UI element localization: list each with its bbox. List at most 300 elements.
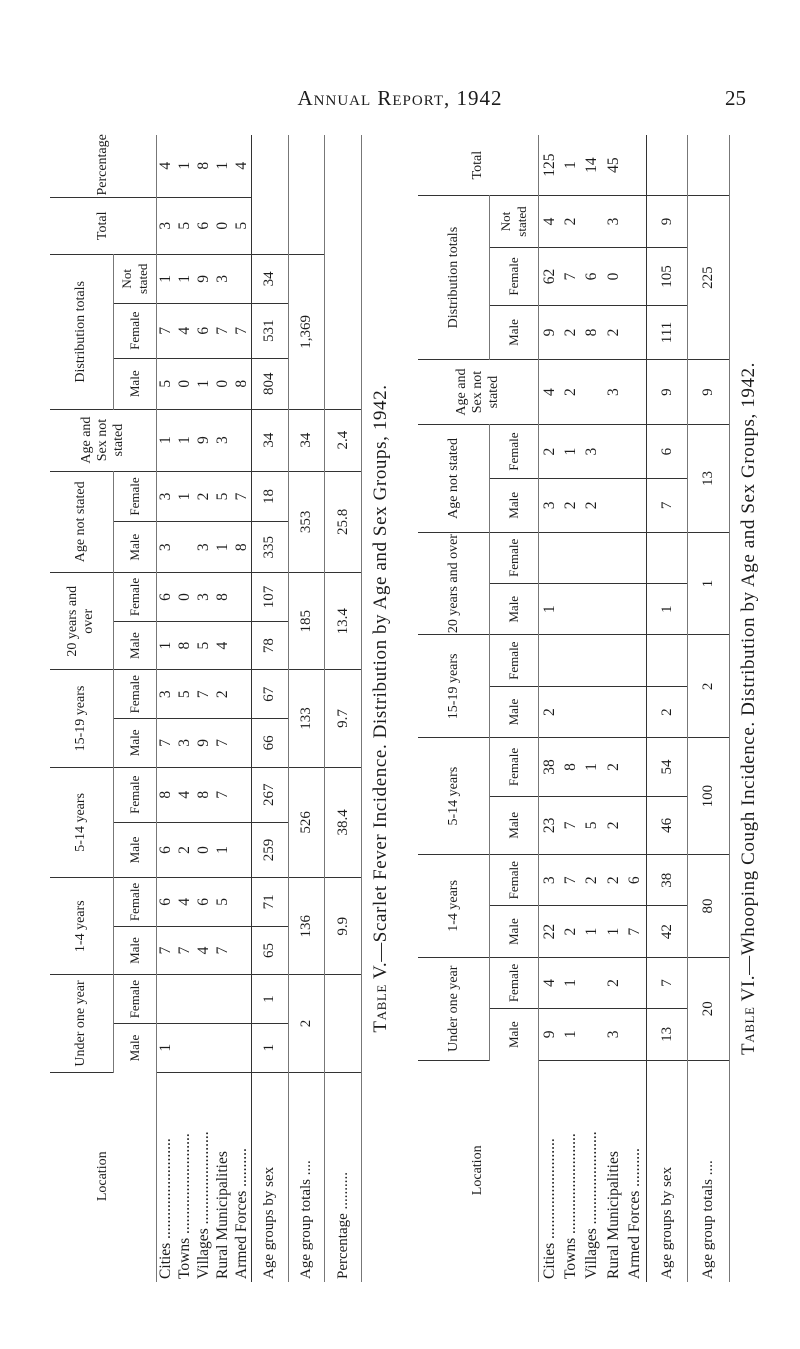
total-cell: 5 bbox=[176, 197, 195, 254]
group-total-cell: 20 bbox=[688, 957, 730, 1060]
location-cell: Age groups by sex bbox=[252, 1072, 289, 1282]
data-cell bbox=[213, 1023, 232, 1072]
data-cell: 1 bbox=[582, 738, 603, 796]
percentage-cell: 9.9 bbox=[325, 878, 362, 975]
location-cell: Percentage .......... bbox=[325, 1072, 362, 1282]
location-cell: Towns .......................... bbox=[562, 1133, 580, 1279]
sum-cell: 2 bbox=[646, 686, 688, 737]
sum-cell: 67 bbox=[252, 670, 289, 719]
age-not-stated-header: Age not stated bbox=[50, 471, 113, 573]
location-cell: Villages ........................ bbox=[194, 1131, 212, 1279]
data-cell: 1 bbox=[582, 906, 603, 957]
data-cell bbox=[624, 478, 646, 532]
data-cell bbox=[538, 635, 560, 686]
male-subheader: Male bbox=[113, 719, 156, 768]
data-cell bbox=[560, 532, 581, 583]
twenty-over-header: 20 years and over bbox=[50, 573, 113, 670]
sum-cell: 54 bbox=[646, 738, 688, 796]
data-cell bbox=[624, 1009, 646, 1060]
page-header bbox=[40, 86, 760, 120]
male-subheader: Male bbox=[113, 1023, 156, 1072]
data-cell: 2 bbox=[582, 855, 603, 906]
sum-cell: 6 bbox=[646, 425, 688, 479]
female-subheader: Female bbox=[113, 573, 156, 622]
data-cell: 4 bbox=[176, 878, 195, 927]
data-cell: 1 bbox=[156, 621, 175, 670]
data-cell bbox=[603, 686, 624, 737]
location-cell: Age groups by sex bbox=[646, 1060, 688, 1282]
male-subheader: Male bbox=[490, 906, 539, 957]
data-cell bbox=[232, 975, 251, 1024]
sum-cell: 78 bbox=[252, 621, 289, 670]
under-one-header: Under one year bbox=[418, 957, 490, 1060]
table-row bbox=[582, 135, 603, 1282]
data-cell bbox=[603, 584, 624, 635]
data-cell bbox=[624, 584, 646, 635]
distribution-totals-header: Distribution totals bbox=[50, 255, 113, 410]
data-cell bbox=[232, 926, 251, 975]
data-cell: 4 bbox=[538, 957, 560, 1008]
data-cell: 1 bbox=[213, 822, 232, 877]
data-cell: 2 bbox=[603, 957, 624, 1008]
total-cell: 3 bbox=[156, 197, 175, 254]
data-cell: 4 bbox=[176, 767, 195, 822]
table-row bbox=[194, 135, 213, 1282]
data-cell: 7 bbox=[213, 719, 232, 768]
data-cell bbox=[156, 975, 175, 1024]
header-row bbox=[50, 135, 113, 1282]
table-row bbox=[538, 135, 560, 1282]
data-cell: 3 bbox=[538, 478, 560, 532]
location-cell: Armed Forces .......... bbox=[232, 1072, 251, 1282]
data-cell: 3 bbox=[603, 1009, 624, 1060]
male-subheader: Male bbox=[490, 686, 539, 737]
data-cell bbox=[582, 196, 603, 247]
group-total-cell: 2 bbox=[288, 975, 325, 1072]
data-cell: 1 bbox=[156, 409, 175, 471]
percentage-cell: 13.4 bbox=[325, 573, 362, 670]
data-cell: 22 bbox=[538, 906, 560, 957]
group-total-cell: 9 bbox=[688, 359, 730, 424]
sum-cell: 46 bbox=[646, 796, 688, 854]
data-cell bbox=[624, 635, 646, 686]
data-cell bbox=[194, 975, 213, 1024]
data-cell: 5 bbox=[213, 878, 232, 927]
data-cell: 3 bbox=[176, 719, 195, 768]
male-subheader: Male bbox=[490, 796, 539, 854]
blank-cell bbox=[688, 135, 730, 196]
female-subheader: Female bbox=[113, 878, 156, 927]
sum-cell: 7 bbox=[646, 957, 688, 1008]
data-cell: 3 bbox=[603, 359, 624, 424]
location-header: Location bbox=[50, 1072, 156, 1282]
data-cell: 5 bbox=[176, 670, 195, 719]
data-cell: 3 bbox=[156, 522, 175, 573]
total-cell: 45 bbox=[603, 135, 624, 196]
data-cell: 38 bbox=[538, 738, 560, 796]
data-cell: 5 bbox=[156, 358, 175, 409]
sum-cell: 71 bbox=[252, 878, 289, 927]
data-cell: 9 bbox=[194, 719, 213, 768]
age-group-totals-row bbox=[688, 135, 730, 1282]
sum-cell: 34 bbox=[252, 409, 289, 471]
running-title: Annual Report, 1942 bbox=[297, 86, 503, 110]
data-cell bbox=[603, 478, 624, 532]
blank-cell bbox=[252, 135, 289, 255]
total-cell: 14 bbox=[582, 135, 603, 196]
data-cell: 7 bbox=[560, 855, 581, 906]
data-cell: 6 bbox=[156, 573, 175, 622]
sum-cell: 18 bbox=[252, 471, 289, 522]
data-cell: 2 bbox=[603, 306, 624, 360]
data-cell: 2 bbox=[603, 855, 624, 906]
data-cell: 2 bbox=[560, 306, 581, 360]
female-subheader: Female bbox=[113, 670, 156, 719]
table-row bbox=[560, 135, 581, 1282]
location-cell: Towns .......................... bbox=[176, 1133, 194, 1279]
data-cell: 6 bbox=[194, 303, 213, 358]
location-cell: Rural Municipalities bbox=[604, 1151, 622, 1279]
sum-cell: 9 bbox=[646, 196, 688, 247]
five-fourteen-header: 5-14 years bbox=[418, 738, 490, 855]
sum-cell: 7 bbox=[646, 478, 688, 532]
data-cell: 1 bbox=[560, 1009, 581, 1060]
data-cell: 7 bbox=[560, 796, 581, 854]
data-cell bbox=[194, 1023, 213, 1072]
data-cell bbox=[232, 767, 251, 822]
group-total-cell: 136 bbox=[288, 878, 325, 975]
data-cell: 2 bbox=[194, 471, 213, 522]
data-cell bbox=[624, 359, 646, 424]
data-cell: 9 bbox=[194, 409, 213, 471]
female-subheader: Female bbox=[490, 532, 539, 583]
data-cell bbox=[176, 1023, 195, 1072]
data-cell: 3 bbox=[156, 670, 175, 719]
data-cell bbox=[232, 409, 251, 471]
data-cell: 3 bbox=[582, 425, 603, 479]
data-cell bbox=[603, 532, 624, 583]
female-subheader: Female bbox=[490, 957, 539, 1008]
location-cell: Age group totals .... bbox=[288, 1072, 325, 1282]
group-total-cell: 185 bbox=[288, 573, 325, 670]
data-cell: 4 bbox=[176, 303, 195, 358]
data-cell: 3 bbox=[156, 471, 175, 522]
data-cell: 7 bbox=[156, 926, 175, 975]
data-cell bbox=[560, 584, 581, 635]
group-total-cell: 353 bbox=[288, 471, 325, 573]
data-cell: 7 bbox=[156, 303, 175, 358]
data-cell bbox=[560, 686, 581, 737]
table-row bbox=[213, 135, 232, 1282]
data-cell: 6 bbox=[624, 855, 646, 906]
table-vi bbox=[418, 135, 769, 1282]
sum-cell: 13 bbox=[646, 1009, 688, 1060]
blank-cell bbox=[288, 135, 325, 255]
data-cell bbox=[624, 196, 646, 247]
male-subheader: Male bbox=[490, 1009, 539, 1060]
group-total-cell: 34 bbox=[288, 409, 325, 471]
data-cell bbox=[232, 255, 251, 304]
twenty-over-header: 20 years and over bbox=[418, 532, 490, 635]
female-subheader: Female bbox=[490, 247, 539, 305]
data-cell: 2 bbox=[603, 738, 624, 796]
data-cell bbox=[176, 522, 195, 573]
data-cell bbox=[176, 975, 195, 1024]
table-row bbox=[603, 135, 624, 1282]
data-cell: 3 bbox=[213, 255, 232, 304]
data-cell bbox=[624, 306, 646, 360]
age-sex-not-stated-header: Age and Sex not stated bbox=[50, 409, 156, 471]
total-cell bbox=[624, 135, 646, 196]
table-v-title: —Scarlet Fever Incidence. Distribution by Age and Sex Groups, 1942. bbox=[370, 384, 391, 962]
data-cell: 2 bbox=[603, 796, 624, 854]
data-cell: 7 bbox=[194, 670, 213, 719]
table-v-column bbox=[50, 135, 401, 1282]
sum-cell: 111 bbox=[646, 306, 688, 360]
data-cell: 0 bbox=[194, 822, 213, 877]
location-cell: Villages ........................ bbox=[583, 1131, 601, 1279]
male-subheader: Male bbox=[490, 478, 539, 532]
data-cell: 7 bbox=[560, 247, 581, 305]
data-cell bbox=[232, 621, 251, 670]
data-cell: 0 bbox=[213, 358, 232, 409]
location-cell: Rural Municipalities bbox=[213, 1151, 231, 1279]
data-cell: 7 bbox=[213, 926, 232, 975]
data-cell: 3 bbox=[538, 855, 560, 906]
percentage-cell: 1 bbox=[213, 135, 232, 197]
percentage-cell: 4 bbox=[156, 135, 175, 197]
data-cell: 7 bbox=[213, 767, 232, 822]
total-header: Total bbox=[50, 197, 156, 254]
percentage-cell: 1 bbox=[176, 135, 195, 197]
sum-cell: 38 bbox=[646, 855, 688, 906]
age-group-totals-row bbox=[288, 135, 325, 1282]
sum-cell: 335 bbox=[252, 522, 289, 573]
blank-cell bbox=[325, 975, 362, 1072]
data-cell bbox=[560, 635, 581, 686]
distribution-totals-header: Distribution totals bbox=[418, 196, 490, 360]
male-subheader: Male bbox=[490, 584, 539, 635]
data-cell: 0 bbox=[603, 247, 624, 305]
data-cell: 6 bbox=[156, 878, 175, 927]
sum-cell: 267 bbox=[252, 767, 289, 822]
data-cell: 9 bbox=[194, 255, 213, 304]
data-cell: 2 bbox=[560, 906, 581, 957]
male-subheader: Male bbox=[113, 621, 156, 670]
female-subheader: Female bbox=[490, 425, 539, 479]
male-subheader: Male bbox=[490, 306, 539, 360]
data-cell: 1 bbox=[560, 425, 581, 479]
data-cell: 5 bbox=[194, 621, 213, 670]
location-cell: Armed Forces .......... bbox=[624, 1060, 646, 1282]
data-cell: 1 bbox=[213, 522, 232, 573]
group-total-cell: 2 bbox=[688, 635, 730, 738]
fifteen-nineteen-header: 15-19 years bbox=[418, 635, 490, 738]
sum-cell: 34 bbox=[252, 255, 289, 304]
data-cell bbox=[603, 425, 624, 479]
data-cell: 3 bbox=[603, 196, 624, 247]
female-subheader: Female bbox=[113, 975, 156, 1024]
data-cell: 8 bbox=[560, 738, 581, 796]
sum-cell: 105 bbox=[646, 247, 688, 305]
data-cell: 3 bbox=[194, 522, 213, 573]
percentage-cell: 2.4 bbox=[325, 409, 362, 471]
data-cell bbox=[232, 1023, 251, 1072]
data-cell: 2 bbox=[176, 822, 195, 877]
one-four-header: 1-4 years bbox=[50, 878, 113, 975]
blank-cell bbox=[325, 135, 362, 409]
table-row bbox=[232, 135, 251, 1282]
location-cell: Cities .......................... bbox=[540, 1138, 558, 1279]
data-cell bbox=[232, 878, 251, 927]
group-total-cell: 80 bbox=[688, 855, 730, 958]
total-cell: 5 bbox=[232, 197, 251, 254]
age-groups-by-sex-row bbox=[252, 135, 289, 1282]
percentage-cell: 8 bbox=[194, 135, 213, 197]
data-cell bbox=[232, 573, 251, 622]
percentage-cell: 38.4 bbox=[325, 767, 362, 877]
data-cell: 3 bbox=[213, 409, 232, 471]
not-stated-subheader: Not stated bbox=[490, 196, 539, 247]
sum-cell: 1 bbox=[252, 975, 289, 1024]
fifteen-nineteen-header: 15-19 years bbox=[50, 670, 113, 767]
data-cell: 1 bbox=[156, 255, 175, 304]
data-cell: 6 bbox=[582, 247, 603, 305]
sum-cell: 531 bbox=[252, 303, 289, 358]
percentage-row bbox=[325, 135, 362, 1282]
data-cell bbox=[582, 1009, 603, 1060]
data-cell: 7 bbox=[232, 471, 251, 522]
table-row bbox=[624, 135, 646, 1282]
table-v bbox=[50, 135, 401, 1282]
data-cell: 2 bbox=[560, 478, 581, 532]
table-v-label: Table V. bbox=[370, 961, 391, 1033]
blank-cell bbox=[646, 135, 688, 196]
data-cell: 8 bbox=[213, 573, 232, 622]
data-cell: 9 bbox=[538, 1009, 560, 1060]
age-sex-not-stated-header: Age and Sex not stated bbox=[418, 359, 538, 424]
female-subheader: Female bbox=[113, 303, 156, 358]
sum-cell bbox=[646, 532, 688, 583]
data-cell: 1 bbox=[538, 584, 560, 635]
table-row bbox=[156, 135, 175, 1282]
sum-cell: 1 bbox=[252, 1023, 289, 1072]
sum-cell: 107 bbox=[252, 573, 289, 622]
data-cell: 5 bbox=[213, 471, 232, 522]
group-total-cell: 100 bbox=[688, 738, 730, 855]
data-cell bbox=[213, 975, 232, 1024]
data-cell: 4 bbox=[213, 621, 232, 670]
t6-table bbox=[418, 135, 730, 1282]
data-cell bbox=[232, 822, 251, 877]
data-cell: 9 bbox=[538, 306, 560, 360]
data-cell bbox=[582, 359, 603, 424]
group-total-cell: 526 bbox=[288, 767, 325, 877]
data-cell: 1 bbox=[176, 409, 195, 471]
data-cell bbox=[538, 532, 560, 583]
sum-cell: 259 bbox=[252, 822, 289, 877]
data-cell bbox=[582, 635, 603, 686]
location-cell: Age group totals .... bbox=[688, 1060, 730, 1282]
data-cell: 7 bbox=[213, 303, 232, 358]
total-cell: 0 bbox=[213, 197, 232, 254]
total-cell: 125 bbox=[538, 135, 560, 196]
male-subheader: Male bbox=[113, 822, 156, 877]
total-header: Total bbox=[418, 135, 538, 196]
sum-cell: 804 bbox=[252, 358, 289, 409]
table-vi-label: Table VI. bbox=[738, 974, 759, 1055]
data-cell bbox=[582, 584, 603, 635]
data-cell: 8 bbox=[176, 621, 195, 670]
table-row bbox=[176, 135, 195, 1282]
percentage-cell: 4 bbox=[232, 135, 251, 197]
table-vi-title: —Whooping Cough Incidence. Distribution by Age and Sex Groups, 1942. bbox=[738, 362, 759, 975]
under-one-header: Under one year bbox=[50, 975, 113, 1072]
data-cell: 8 bbox=[232, 522, 251, 573]
percentage-cell: 9.7 bbox=[325, 670, 362, 767]
data-cell: 7 bbox=[176, 926, 195, 975]
data-cell: 1 bbox=[560, 957, 581, 1008]
sum-cell: 66 bbox=[252, 719, 289, 768]
data-cell: 8 bbox=[156, 767, 175, 822]
data-cell: 2 bbox=[538, 425, 560, 479]
data-cell bbox=[624, 738, 646, 796]
group-total-cell: 1 bbox=[688, 532, 730, 635]
sum-cell: 1 bbox=[646, 584, 688, 635]
not-stated-subheader: Not stated bbox=[113, 255, 156, 304]
data-cell: 23 bbox=[538, 796, 560, 854]
page-number: 25 bbox=[725, 86, 746, 110]
data-cell bbox=[624, 425, 646, 479]
data-cell: 0 bbox=[176, 358, 195, 409]
group-total-cell: 13 bbox=[688, 425, 730, 532]
data-cell bbox=[624, 957, 646, 1008]
data-cell bbox=[603, 635, 624, 686]
female-subheader: Female bbox=[113, 471, 156, 522]
table-vi-caption bbox=[738, 135, 760, 1282]
grand-total-cell: 225 bbox=[688, 196, 730, 360]
five-fourteen-header: 5-14 years bbox=[50, 767, 113, 877]
location-header: Location bbox=[418, 1060, 538, 1282]
data-cell: 8 bbox=[582, 306, 603, 360]
female-subheader: Female bbox=[490, 635, 539, 686]
data-cell: 2 bbox=[560, 359, 581, 424]
data-cell: 1 bbox=[156, 1023, 175, 1072]
data-cell bbox=[232, 670, 251, 719]
data-cell bbox=[232, 719, 251, 768]
data-cell bbox=[582, 532, 603, 583]
data-cell: 2 bbox=[560, 196, 581, 247]
data-cell: 8 bbox=[194, 767, 213, 822]
data-cell: 5 bbox=[582, 796, 603, 854]
table-v-caption bbox=[370, 135, 392, 1282]
data-cell: 1 bbox=[194, 358, 213, 409]
one-four-header: 1-4 years bbox=[418, 855, 490, 958]
male-subheader: Male bbox=[113, 926, 156, 975]
group-total-cell: 133 bbox=[288, 670, 325, 767]
female-subheader: Female bbox=[113, 767, 156, 822]
data-cell bbox=[624, 796, 646, 854]
data-cell: 6 bbox=[156, 822, 175, 877]
data-cell: 2 bbox=[582, 478, 603, 532]
table-vi-column bbox=[418, 135, 769, 1282]
data-cell: 7 bbox=[624, 906, 646, 957]
data-cell bbox=[624, 532, 646, 583]
percentage-cell: 25.8 bbox=[325, 471, 362, 573]
male-subheader: Male bbox=[113, 522, 156, 573]
data-cell: 7 bbox=[156, 719, 175, 768]
grand-total-cell: 1,369 bbox=[288, 255, 325, 410]
